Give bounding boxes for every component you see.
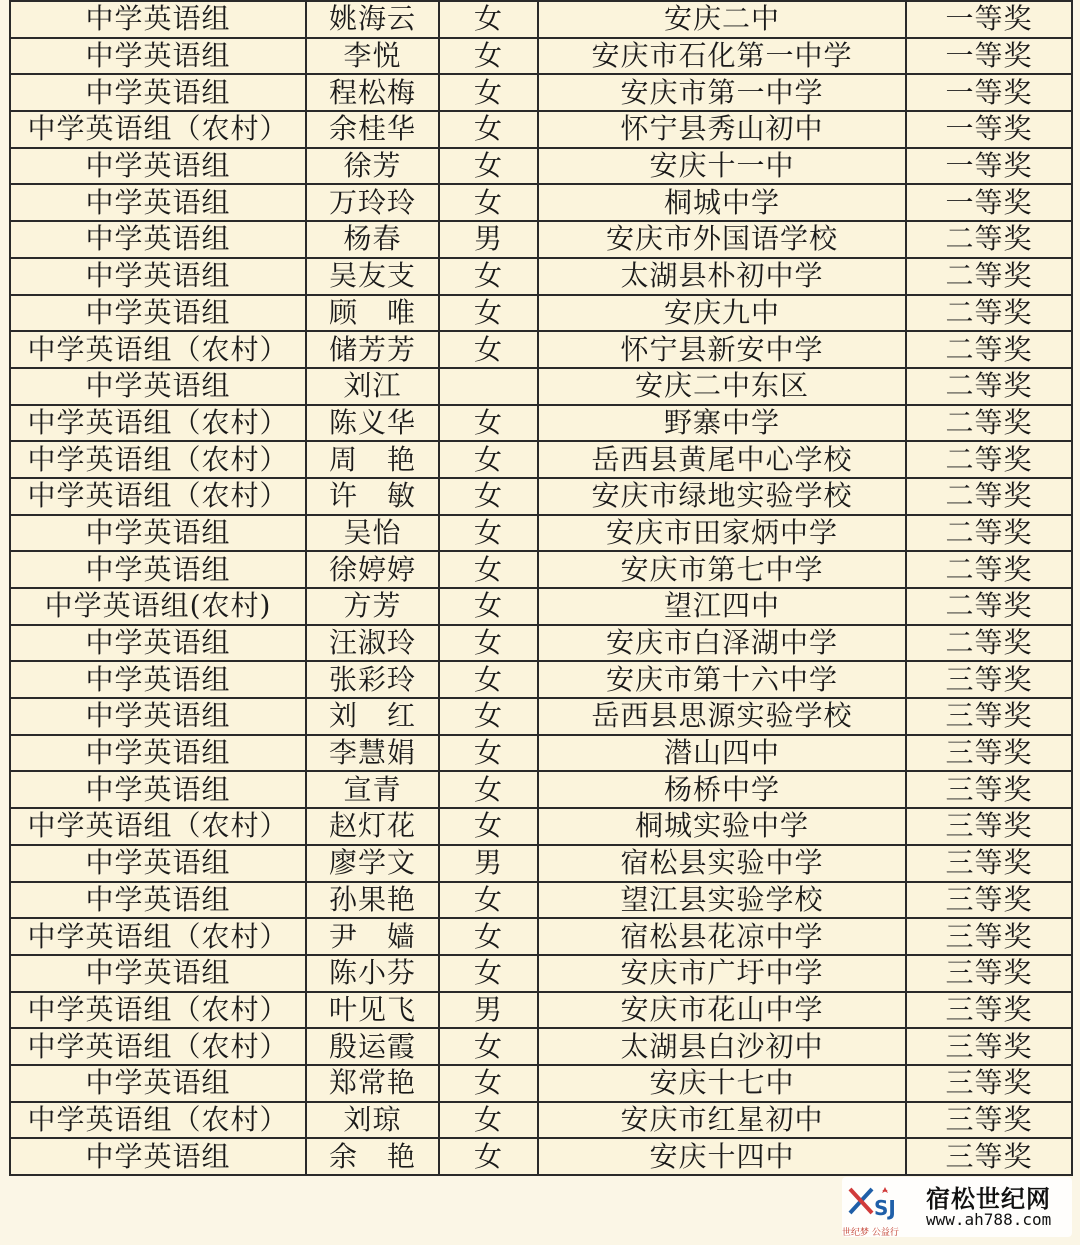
group-cell: 中学英语组（农村） <box>10 111 306 148</box>
school-cell: 宿松县花凉中学 <box>538 918 906 955</box>
school-cell: 望江县实验学校 <box>538 882 906 919</box>
school-cell: 安庆市白泽湖中学 <box>538 625 906 662</box>
group-cell: 中学英语组 <box>10 625 306 662</box>
award-cell: 一等奖 <box>906 1 1072 38</box>
award-cell: 二等奖 <box>906 258 1072 295</box>
table-row <box>10 478 1072 515</box>
gender-cell: 女 <box>439 661 538 698</box>
award-cell: 一等奖 <box>906 111 1072 148</box>
name-cell: 徐婷婷 <box>306 551 439 588</box>
name-cell: 宣青 <box>306 771 439 808</box>
group-cell: 中学英语组 <box>10 771 306 808</box>
table-row <box>10 74 1072 111</box>
school-cell: 宿松县实验中学 <box>538 845 906 882</box>
group-cell: 中学英语组 <box>10 735 306 772</box>
school-cell: 安庆市花山中学 <box>538 992 906 1029</box>
award-cell: 一等奖 <box>906 148 1072 185</box>
award-cell: 二等奖 <box>906 625 1072 662</box>
name-cell: 余桂华 <box>306 111 439 148</box>
group-cell: 中学英语组 <box>10 148 306 185</box>
gender-cell: 女 <box>439 331 538 368</box>
group-cell: 中学英语组（农村） <box>10 808 306 845</box>
school-cell: 太湖县白沙初中 <box>538 1028 906 1065</box>
name-cell: 廖学文 <box>306 845 439 882</box>
name-cell: 方芳 <box>306 588 439 625</box>
gender-cell: 女 <box>439 405 538 442</box>
site-logo-icon <box>846 1183 906 1225</box>
name-cell: 孙果艳 <box>306 882 439 919</box>
award-cell: 二等奖 <box>906 551 1072 588</box>
award-cell: 二等奖 <box>906 441 1072 478</box>
group-cell: 中学英语组（农村） <box>10 1028 306 1065</box>
gender-cell: 女 <box>439 111 538 148</box>
award-cell: 三等奖 <box>906 1138 1072 1175</box>
table-row <box>10 1065 1072 1102</box>
school-cell: 安庆市田家炳中学 <box>538 515 906 552</box>
award-cell: 三等奖 <box>906 882 1072 919</box>
name-cell: 陈义华 <box>306 405 439 442</box>
gender-cell: 女 <box>439 808 538 845</box>
group-cell: 中学英语组（农村） <box>10 405 306 442</box>
gender-cell: 女 <box>439 441 538 478</box>
award-cell: 三等奖 <box>906 955 1072 992</box>
table-row <box>10 625 1072 662</box>
gender-cell: 女 <box>439 515 538 552</box>
group-cell: 中学英语组（农村） <box>10 441 306 478</box>
name-cell: 周 艳 <box>306 441 439 478</box>
name-cell: 李悦 <box>306 38 439 75</box>
name-cell: 刘 红 <box>306 698 439 735</box>
group-cell: 中学英语组（农村） <box>10 331 306 368</box>
table-row <box>10 331 1072 368</box>
name-cell: 李慧娟 <box>306 735 439 772</box>
award-table-body <box>10 1 1072 1175</box>
school-cell: 岳西县黄尾中心学校 <box>538 441 906 478</box>
group-cell: 中学英语组 <box>10 882 306 919</box>
table-row <box>10 111 1072 148</box>
name-cell: 余 艳 <box>306 1138 439 1175</box>
school-cell: 安庆市石化第一中学 <box>538 38 906 75</box>
school-cell: 安庆市绿地实验学校 <box>538 478 906 515</box>
group-cell: 中学英语组 <box>10 38 306 75</box>
group-cell: 中学英语组 <box>10 955 306 992</box>
gender-cell: 女 <box>439 38 538 75</box>
school-cell: 桐城中学 <box>538 184 906 221</box>
table-row <box>10 1102 1072 1139</box>
table-row <box>10 258 1072 295</box>
table-row <box>10 1 1072 38</box>
school-cell: 安庆市第七中学 <box>538 551 906 588</box>
group-cell: 中学英语组 <box>10 698 306 735</box>
award-cell: 三等奖 <box>906 808 1072 845</box>
table-row <box>10 515 1072 552</box>
award-cell: 二等奖 <box>906 221 1072 258</box>
group-cell: 中学英语组（农村） <box>10 918 306 955</box>
gender-cell: 女 <box>439 74 538 111</box>
table-row <box>10 368 1072 405</box>
gender-cell: 男 <box>439 992 538 1029</box>
gender-cell: 女 <box>439 625 538 662</box>
table-row <box>10 551 1072 588</box>
award-cell: 三等奖 <box>906 698 1072 735</box>
gender-cell: 女 <box>439 771 538 808</box>
gender-cell: 女 <box>439 295 538 332</box>
gender-cell: 男 <box>439 845 538 882</box>
name-cell: 吴友支 <box>306 258 439 295</box>
school-cell: 安庆十七中 <box>538 1065 906 1102</box>
site-watermark <box>842 1177 1072 1237</box>
gender-cell: 女 <box>439 1102 538 1139</box>
school-cell: 潜山四中 <box>538 735 906 772</box>
school-cell: 望江四中 <box>538 588 906 625</box>
school-cell: 安庆十一中 <box>538 148 906 185</box>
group-cell: 中学英语组 <box>10 258 306 295</box>
group-cell: 中学英语组 <box>10 368 306 405</box>
gender-cell: 女 <box>439 148 538 185</box>
gender-cell: 女 <box>439 698 538 735</box>
gender-cell: 女 <box>439 918 538 955</box>
gender-cell: 女 <box>439 1065 538 1102</box>
award-cell: 二等奖 <box>906 478 1072 515</box>
gender-cell: 女 <box>439 1028 538 1065</box>
award-cell: 一等奖 <box>906 74 1072 111</box>
name-cell: 许 敏 <box>306 478 439 515</box>
school-cell: 太湖县朴初中学 <box>538 258 906 295</box>
gender-cell: 女 <box>439 882 538 919</box>
name-cell: 储芳芳 <box>306 331 439 368</box>
school-cell: 安庆市广圩中学 <box>538 955 906 992</box>
gender-cell: 女 <box>439 551 538 588</box>
gender-cell: 女 <box>439 184 538 221</box>
award-cell: 二等奖 <box>906 331 1072 368</box>
name-cell: 杨春 <box>306 221 439 258</box>
gender-cell: 女 <box>439 478 538 515</box>
table-row <box>10 918 1072 955</box>
table-row <box>10 184 1072 221</box>
table-row <box>10 992 1072 1029</box>
name-cell: 赵灯花 <box>306 808 439 845</box>
award-cell: 一等奖 <box>906 38 1072 75</box>
gender-cell: 女 <box>439 1 538 38</box>
school-cell: 杨桥中学 <box>538 771 906 808</box>
table-row <box>10 1028 1072 1065</box>
school-cell: 桐城实验中学 <box>538 808 906 845</box>
school-cell: 安庆市第十六中学 <box>538 661 906 698</box>
group-cell: 中学英语组（农村） <box>10 1102 306 1139</box>
award-cell: 三等奖 <box>906 1065 1072 1102</box>
school-cell: 安庆市第一中学 <box>538 74 906 111</box>
award-cell: 二等奖 <box>906 588 1072 625</box>
group-cell: 中学英语组（农村） <box>10 478 306 515</box>
award-cell: 二等奖 <box>906 405 1072 442</box>
award-cell: 三等奖 <box>906 771 1072 808</box>
name-cell: 刘江 <box>306 368 439 405</box>
award-cell: 三等奖 <box>906 1102 1072 1139</box>
group-cell: 中学英语组 <box>10 1138 306 1175</box>
gender-cell: 女 <box>439 955 538 992</box>
school-cell: 安庆九中 <box>538 295 906 332</box>
award-cell: 三等奖 <box>906 992 1072 1029</box>
name-cell: 程松梅 <box>306 74 439 111</box>
table-row <box>10 661 1072 698</box>
group-cell: 中学英语组 <box>10 74 306 111</box>
group-cell: 中学英语组(农村) <box>10 588 306 625</box>
name-cell: 叶见飞 <box>306 992 439 1029</box>
gender-cell: 女 <box>439 588 538 625</box>
group-cell: 中学英语组 <box>10 1065 306 1102</box>
award-cell: 二等奖 <box>906 515 1072 552</box>
name-cell: 顾 唯 <box>306 295 439 332</box>
table-row <box>10 735 1072 772</box>
award-cell: 二等奖 <box>906 295 1072 332</box>
table-row <box>10 808 1072 845</box>
group-cell: 中学英语组 <box>10 845 306 882</box>
name-cell: 张彩玲 <box>306 661 439 698</box>
table-row <box>10 405 1072 442</box>
group-cell: 中学英语组 <box>10 551 306 588</box>
table-row <box>10 295 1072 332</box>
site-url: www.ah788.com <box>926 1210 1052 1229</box>
table-row <box>10 38 1072 75</box>
name-cell: 汪淑玲 <box>306 625 439 662</box>
school-cell: 野寨中学 <box>538 405 906 442</box>
school-cell: 岳西县思源实验学校 <box>538 698 906 735</box>
name-cell: 尹 嫱 <box>306 918 439 955</box>
award-cell: 三等奖 <box>906 918 1072 955</box>
site-slogan: 世纪梦 公益行 <box>842 1228 899 1238</box>
table-row <box>10 955 1072 992</box>
table-row <box>10 221 1072 258</box>
name-cell: 徐芳 <box>306 148 439 185</box>
award-cell: 三等奖 <box>906 735 1072 772</box>
gender-cell: 女 <box>439 258 538 295</box>
name-cell: 姚海云 <box>306 1 439 38</box>
gender-cell <box>439 368 538 405</box>
school-cell: 怀宁县新安中学 <box>538 331 906 368</box>
group-cell: 中学英语组 <box>10 221 306 258</box>
award-cell: 三等奖 <box>906 661 1072 698</box>
name-cell: 刘琼 <box>306 1102 439 1139</box>
award-table <box>9 0 1073 1176</box>
table-row <box>10 148 1072 185</box>
gender-cell: 女 <box>439 1138 538 1175</box>
gender-cell: 男 <box>439 221 538 258</box>
group-cell: 中学英语组 <box>10 1 306 38</box>
group-cell: 中学英语组（农村） <box>10 992 306 1029</box>
group-cell: 中学英语组 <box>10 184 306 221</box>
name-cell: 万玲玲 <box>306 184 439 221</box>
school-cell: 怀宁县秀山初中 <box>538 111 906 148</box>
gender-cell: 女 <box>439 735 538 772</box>
site-title: 宿松世纪网 <box>926 1185 1051 1213</box>
table-row <box>10 588 1072 625</box>
name-cell: 殷运霞 <box>306 1028 439 1065</box>
award-cell: 三等奖 <box>906 1028 1072 1065</box>
logo-text: SJ <box>874 1196 896 1220</box>
award-cell: 三等奖 <box>906 845 1072 882</box>
school-cell: 安庆二中东区 <box>538 368 906 405</box>
award-cell: 一等奖 <box>906 184 1072 221</box>
name-cell: 陈小芬 <box>306 955 439 992</box>
award-cell: 二等奖 <box>906 368 1072 405</box>
school-cell: 安庆二中 <box>538 1 906 38</box>
group-cell: 中学英语组 <box>10 515 306 552</box>
table-row <box>10 882 1072 919</box>
school-cell: 安庆市外国语学校 <box>538 221 906 258</box>
school-cell: 安庆市红星初中 <box>538 1102 906 1139</box>
table-row <box>10 441 1072 478</box>
group-cell: 中学英语组 <box>10 295 306 332</box>
table-row <box>10 845 1072 882</box>
table-row <box>10 698 1072 735</box>
school-cell: 安庆十四中 <box>538 1138 906 1175</box>
table-row <box>10 771 1072 808</box>
table-row <box>10 1138 1072 1175</box>
name-cell: 吴怡 <box>306 515 439 552</box>
group-cell: 中学英语组 <box>10 661 306 698</box>
name-cell: 郑常艳 <box>306 1065 439 1102</box>
